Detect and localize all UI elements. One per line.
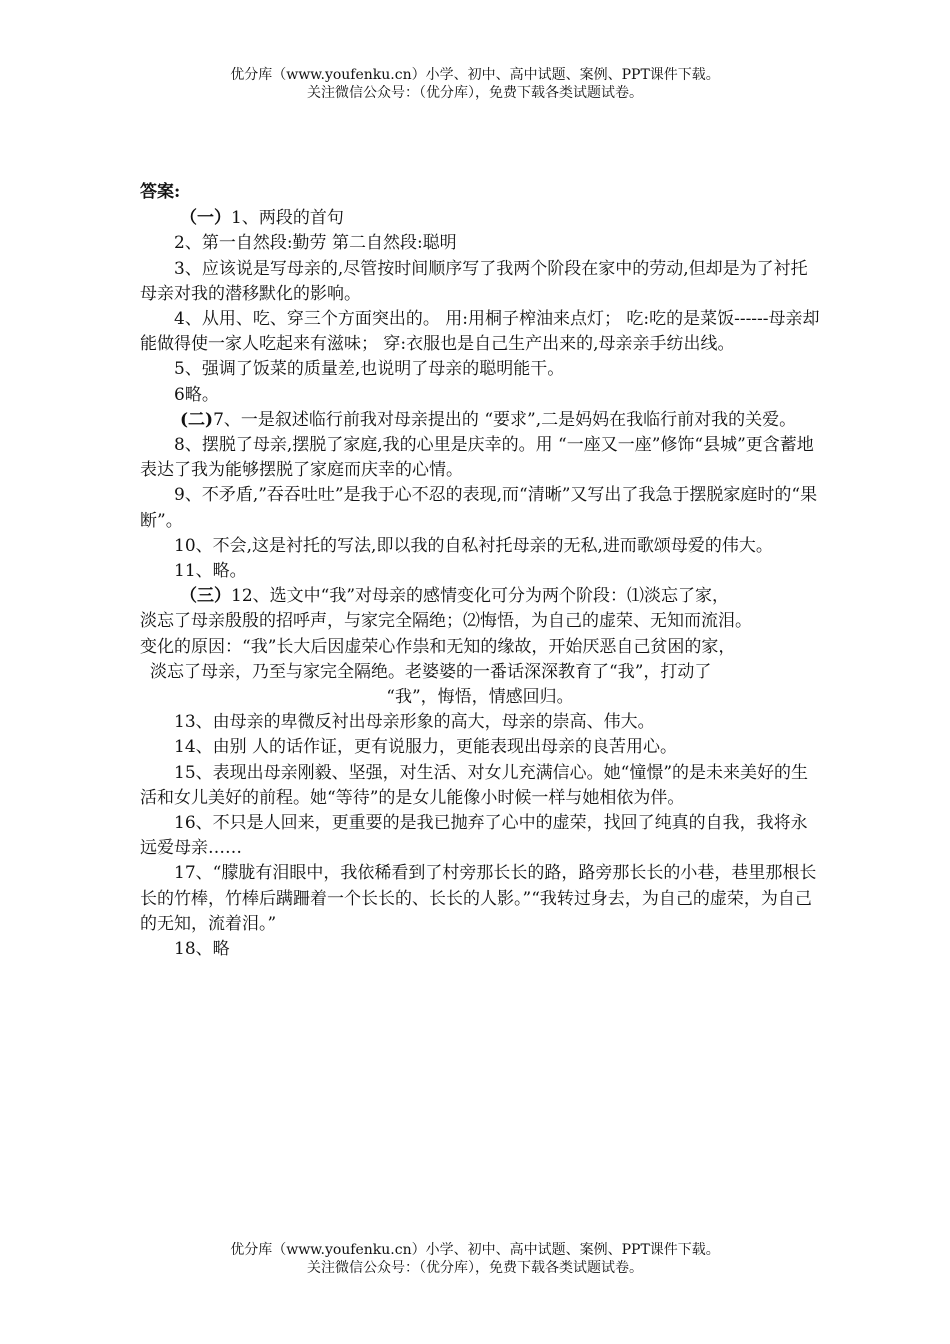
answer-12-line-1: （三）12、选文中“我”对母亲的感情变化可分为两个阶段：⑴淡忘了家， [180,586,730,607]
answer-13: 13、由母亲的卑微反衬出母亲形象的高大，母亲的崇高、伟大。 [174,712,655,733]
answer-15: 15、表现出母亲刚毅、坚强，对生活、对女儿充满信心。她“憧憬”的是未来美好的生活和女儿美好的前程。她“等待”的是女儿能像小时候一样与她相依为伴。 [140,762,809,808]
answer-2: 2、第一自然段:勤劳 第二自然段:聪明 [174,233,457,254]
page-footer [0,1241,950,1277]
section-2-label: (二) [180,409,214,430]
answer-18: 18、略 [174,939,230,960]
answer-12-line-5: “我”，悔悟，情感回归。 [386,687,574,708]
answer-10: 10、不会,这是衬托的写法,即以我的自私衬托母亲的无私,进而歌颂母爱的伟大。 [174,535,773,556]
answer-5: 5、强调了饭菜的质量差,也说明了母亲的聪明能干。 [174,359,565,380]
answer-11: 11、略。 [174,561,247,582]
answer-16: 16、不只是人回来，更重要的是我已抛弃了心中的虚荣，找回了纯真的自我，我将永远爱母亲…… [140,813,808,859]
header-line-1: 优分库（www.youfenku.cn）小学、初中、高中试题、案例、PPT课件下载。 [230,67,720,83]
section-3-label: （三） [180,586,231,607]
footer-line-2: 关注微信公众号：（优分库），免费下载各类试题试卷。 [307,1260,643,1276]
header-line-2: 关注微信公众号：（优分库），免费下载各类试题试卷。 [307,85,643,101]
answer-3: 3、应该说是写母亲的,尽管按时间顺序写了我两个阶段在家中的劳动,但却是为了衬托母亲对我的潜移默化的影响。 [140,258,808,304]
page-header [0,66,950,102]
answer-14: 14、由别 人的话作证，更有说服力，更能表现出母亲的良苦用心。 [174,737,678,758]
footer-line-1: 优分库（www.youfenku.cn）小学、初中、高中试题、案例、PPT课件下载。 [230,1242,720,1258]
answer-7: (二)7、一是叙述临行前我对母亲提出的 “要求”,二是妈妈在我临行前对我的关爱。 [180,409,797,430]
answer-12-line-3: 变化的原因：“我”长大后因虚荣心作祟和无知的缘故，开始厌恶自己贫困的家， [140,636,736,657]
answer-body [140,180,820,962]
answer-4: 4、从用、吃、穿三个方面突出的。 用:用桐子榨油来点灯； 吃:吃的是菜饭------母亲却能做得使一家人吃起来有滋味； 穿:衣服也是自己生产出来的,母亲亲手纺出线。 [140,309,820,355]
answer-1: （一）1、两段的首句 [180,208,344,229]
answer-17: 17、“朦胧有泪眼中，我依稀看到了村旁那长长的路，路旁那长长的小巷，巷里那根长长的竹棒，竹棒后蹒跚着一个长长的、长长的人影。”“我转过身去，为自己的虚荣，为自己的无知，流着泪。” [140,863,817,934]
answer-9: 9、不矛盾,”吞吞吐吐”是我于心不忍的表现,而“清晰”又写出了我急于摆脱家庭时的“果断”。 [140,485,818,531]
answer-6: 6略。 [174,384,219,405]
answer-12-line-2: 淡忘了母亲殷殷的招呼声，与家完全隔绝；⑵悔悟，为自己的虚荣、无知而流泪。 [140,611,752,632]
section-1-label: （一） [180,208,231,229]
answer-8: 8、摆脱了母亲,摆脱了家庭,我的心里是庆幸的。用 “一座又一座”修饰“县城”更含蓄地表达了我为能够摆脱了家庭而庆幸的心情。 [140,435,814,481]
answers-title: 答案: [140,182,181,202]
answer-12-line-4: 淡忘了母亲，乃至与家完全隔绝。老婆婆的一番话深深教育了“我”，打动了 [150,661,712,682]
